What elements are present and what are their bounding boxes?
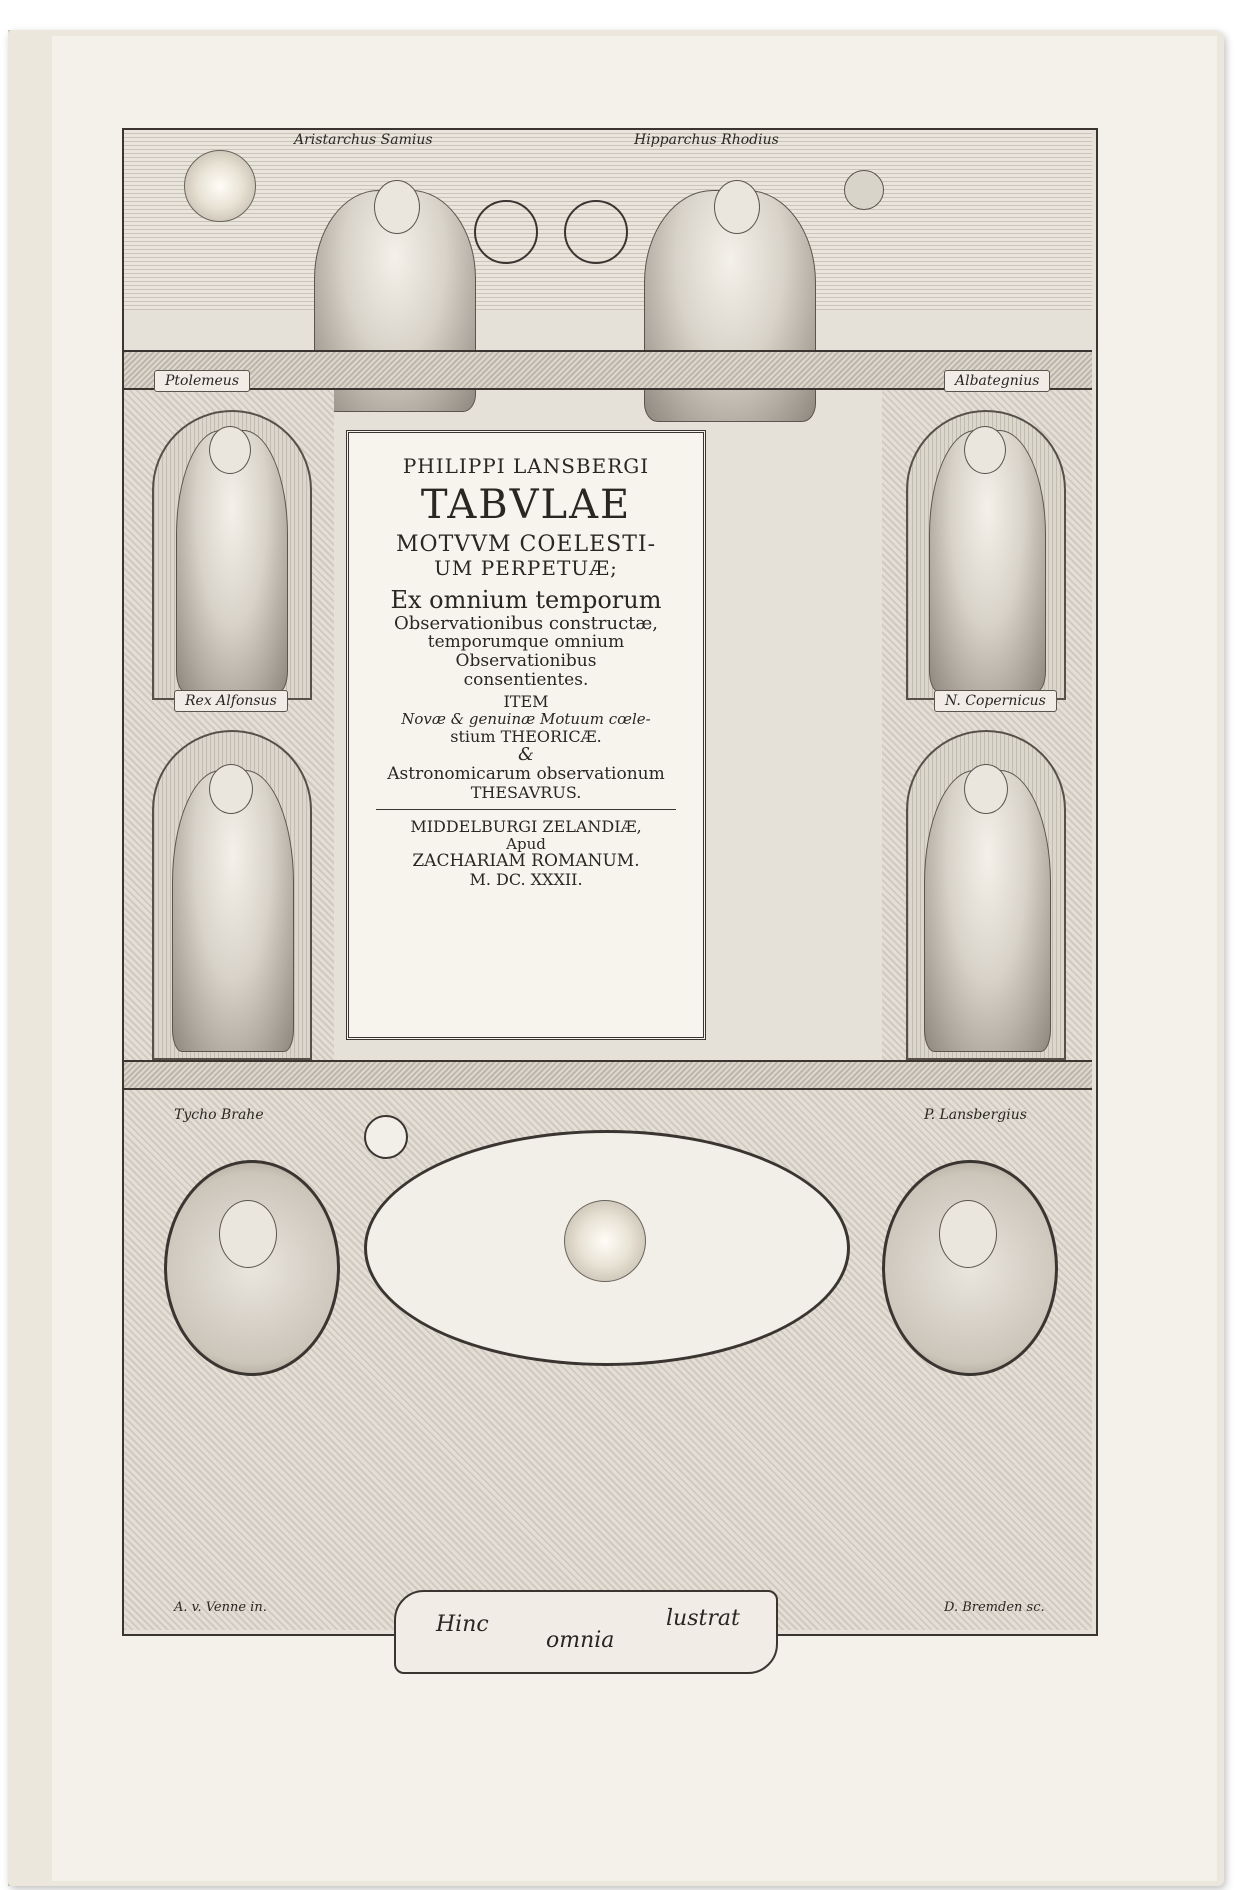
title-line: ITEM: [503, 692, 549, 712]
title-main: TABVLAE: [420, 482, 632, 528]
title-panel: [346, 430, 706, 1040]
label-alfonsus: Rex Alfonsus: [174, 690, 288, 712]
title-line: consentientes.: [463, 669, 589, 690]
title-line: temporumque omnium: [427, 632, 625, 653]
imprint-printer: ZACHARIAM ROMANUM.: [412, 851, 640, 872]
title-line: stium THEORICÆ.: [450, 726, 602, 746]
lansbergius-head: [939, 1200, 997, 1268]
motto-word: omnia: [546, 1628, 615, 1653]
imprint-year: M. DC. XXXII.: [469, 869, 583, 889]
motto-word: lustrat: [666, 1606, 740, 1631]
tycho-portrait: [164, 1160, 340, 1376]
albategnius-head: [964, 426, 1006, 474]
lansbergius-portrait: [882, 1160, 1058, 1376]
tycho-head: [219, 1200, 277, 1268]
armillary-sphere-icon: [564, 200, 628, 264]
title-divider: [376, 809, 677, 810]
armillary-sphere-icon: [474, 200, 538, 264]
ptolemeus-head: [209, 426, 251, 474]
label-copernicus: N. Copernicus: [934, 690, 1057, 712]
central-sun-icon: [564, 1200, 646, 1282]
designer-signature: A. v. Venne in.: [174, 1600, 267, 1615]
title-line: THESAVRUS.: [470, 782, 582, 802]
title-line: Observationibus: [455, 651, 597, 672]
motto-banner: [394, 1590, 778, 1674]
aristarchus-head: [374, 180, 420, 234]
lower-ledge: [124, 1060, 1092, 1090]
imprint-place: MIDDELBURGI ZELANDIÆ,: [410, 817, 642, 837]
label-aristarchus: Aristarchus Samius: [294, 132, 433, 148]
title-line: Observationibus constructæ,: [393, 612, 659, 634]
earth-globe-icon: [364, 1115, 408, 1159]
alfonsus-head: [209, 764, 253, 814]
title-line: UM PERPETUÆ;: [434, 556, 618, 581]
label-lansbergius: P. Lansbergius: [924, 1107, 1027, 1123]
label-tycho: Tycho Brahe: [174, 1107, 264, 1123]
label-hipparchus: Hipparchus Rhodius: [634, 132, 779, 148]
title-line: Astronomicarum observationum: [387, 763, 665, 784]
title-line: Ex omnium temporum: [390, 586, 662, 615]
engraver-signature: D. Bremden sc.: [944, 1600, 1045, 1615]
imprint-apud: Apud: [506, 834, 546, 853]
title-line: Novæ & genuinæ Motuum cœle-: [401, 710, 651, 729]
hipparchus-head: [714, 180, 760, 234]
sun-face-icon: [184, 150, 256, 222]
copernicus-head: [964, 764, 1008, 814]
title-author: PHILIPPI LANSBERGI: [402, 454, 650, 478]
engraved-plate: [122, 128, 1098, 1653]
label-ptolemeus: Ptolemeus: [154, 370, 250, 392]
title-line: &: [517, 744, 535, 766]
title-line: MOTVVM COELESTI-: [396, 532, 656, 557]
moon-face-icon: [844, 170, 884, 210]
motto-word: Hinc: [436, 1612, 489, 1637]
label-albategnius: Albategnius: [944, 370, 1050, 392]
